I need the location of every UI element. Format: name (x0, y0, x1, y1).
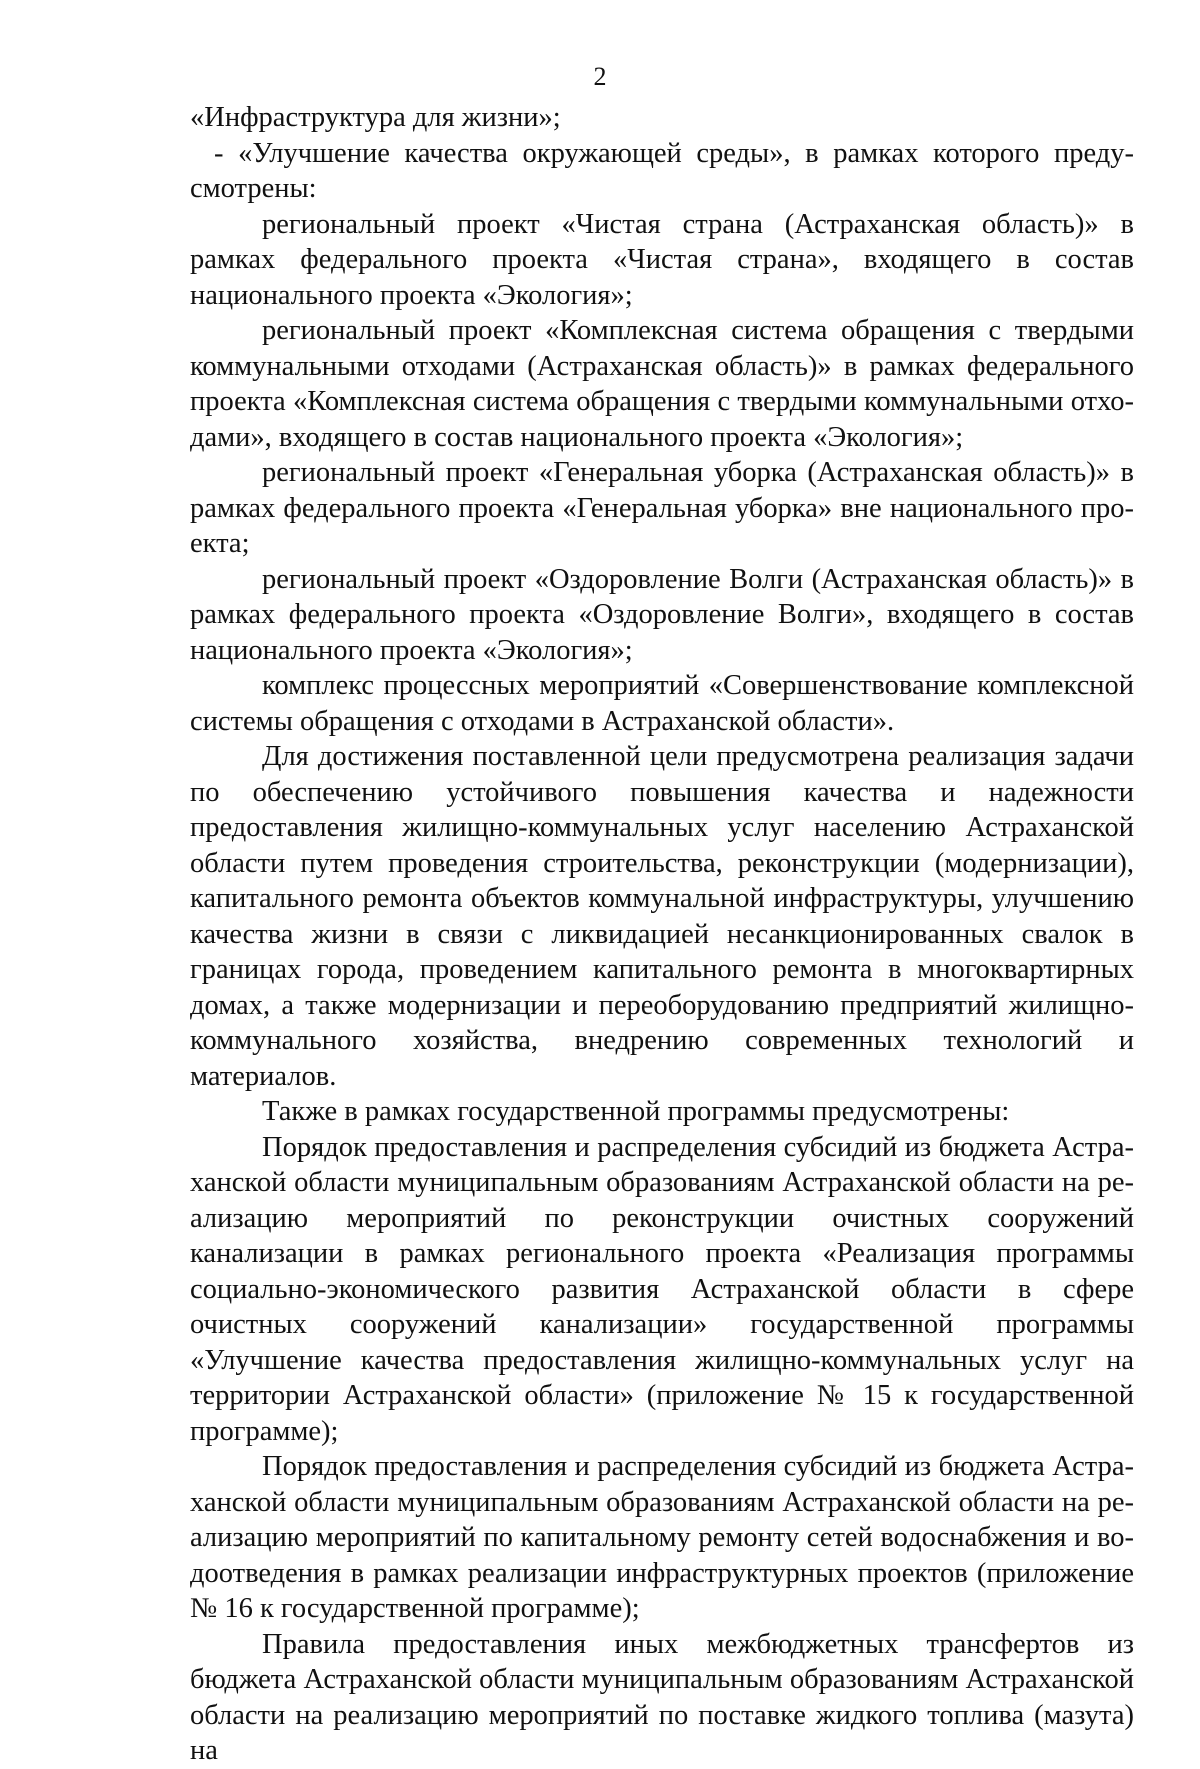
paragraph: - «Улучшение качества окружающей среды», в рамках которого предусмотрены: (190, 137, 1134, 204)
document-body (190, 100, 1134, 1769)
paragraph: региональный проект «Чистая страна (Астраханская область)» в рамках федерального проекта «Чистая страна», входящего в состав национального проекта «Экология»; (190, 208, 1134, 311)
paragraph: Правила предоставления иных межбюджетных трансфертов из бюджета Астраханской области муниципальным образованиям Астраханской области на реализацию мероприятий по поставке жидкого топлива (мазута) на (190, 1628, 1134, 1766)
paragraph: региональный проект «Оздоровление Волги (Астраханская область)» в рамках федерального проекта «Оздоровление Волги», входящего в состав национального проекта «Экология»; (190, 563, 1134, 666)
paragraph: Также в рамках государственной программы предусмотрены: (262, 1096, 1010, 1127)
paragraph: Для достижения поставленной цели предусмотрена реализация задачи по обеспечению устойчивого повышения качества и надежности предоставления жилищно-коммунальных услуг населению Астраханской области путем проведения строительства, реконструкции (модернизации), капитального ремонта объектов коммунальной инфраструктуры, улучшению качества жизни в связи с ликвидацией несанкционированных свалок в границах города, проведением капитального ремонта в многоквартирных домах, а также модернизации и переоборудованию предприятий жилищно-коммунального хозяйства, внедрению современных технологий и материалов. (190, 741, 1134, 1092)
paragraph: региональный проект «Генеральная уборка (Астраханская область)» в рамках федерального проекта «Генеральная уборка» вне национального проекта; (190, 457, 1134, 559)
paragraph: Порядок предоставления и распределения субсидий из бюджета Астраханской области муниципальным образованиям Астраханской области на реализацию мероприятий по капитальному ремонту сетей водоснабжения и водоотведения в рамках реализации инфраструктурных проектов (приложение № 16 к государственной программе); (190, 1451, 1134, 1624)
page-number: 2 (593, 62, 607, 91)
paragraph: региональный проект «Комплексная система обращения с твердыми коммунальными отходами (Астраханская область)» в рамках федерального проекта «Комплексная система обращения с твердыми коммунальными отходами», входящего в состав национального проекта «Экология»; (190, 315, 1134, 453)
paragraph: Порядок предоставления и распределения субсидий из бюджета Астраханской области муниципальным образованиям Астраханской области на реализацию мероприятий по реконструкции очистных сооружений канализации в рамках регионального проекта «Реализация программы социально-экономического развития Астраханской области в сфере очистных сооружений канализации» государственной программы «Улучшение качества предоставления жилищно-коммунальных услуг на территории Астраханской области» (приложение № 15 к государственной программе); (190, 1131, 1134, 1447)
paragraph: комплекс процессных мероприятий «Совершенствование комплексной системы обращения с отходами в Астраханской области». (190, 670, 1134, 737)
paragraph: «Инфраструктура для жизни»; (190, 102, 561, 133)
